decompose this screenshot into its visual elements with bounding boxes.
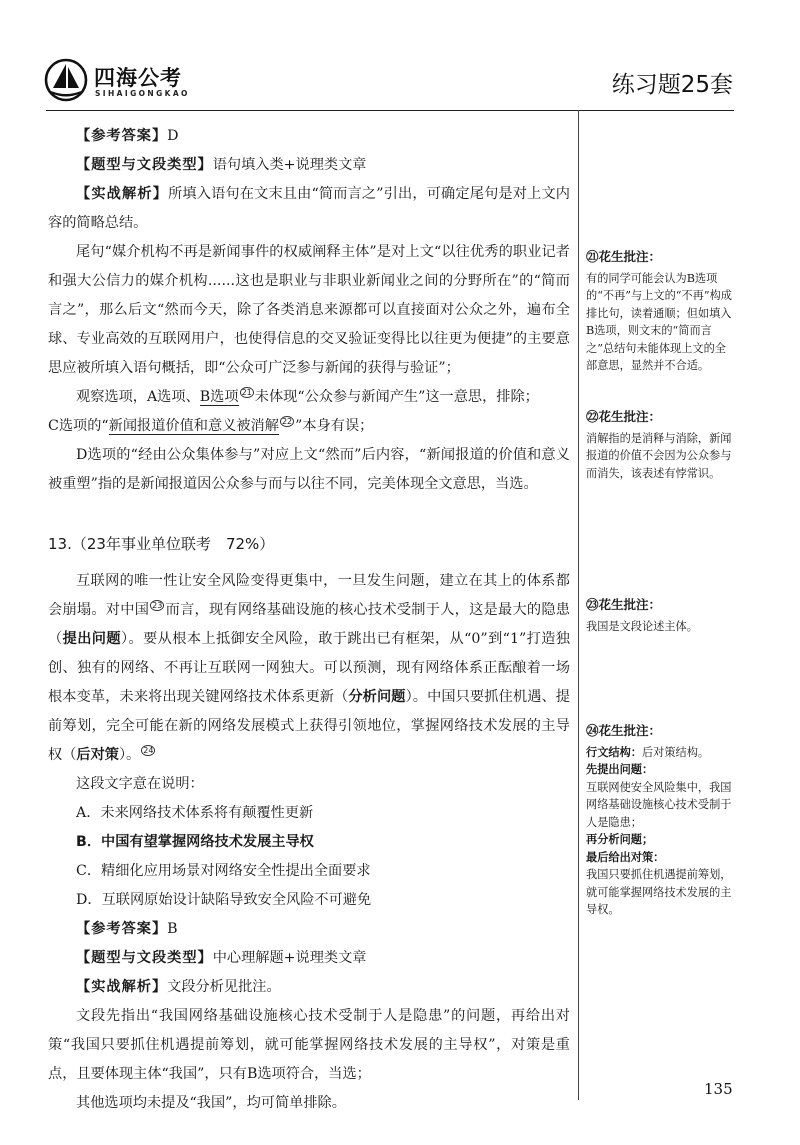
note-22 (586, 408, 736, 482)
type-line: 【题型与文段类型】语句填入类+说理类文章 (76, 157, 367, 173)
option-d-comment: D选项的“经由公众集体参与”对应上文“然而”后内容，“新闻报道的价值和意义被重塑”指的是新闻报道因公众参与而与以往不同，完美体现全文意思，当选。 (48, 447, 570, 492)
note-text: 行文结构：后对策结构。 (586, 745, 710, 759)
note-text: 最后给出对策： (586, 850, 665, 864)
option-c: C．精细化应用场景对网络安全性提出全面要求 (76, 863, 371, 879)
previous-answer-section (48, 122, 570, 499)
margin-divider (578, 110, 579, 1100)
note-24 (586, 722, 736, 919)
analysis-paragraph: 文段先指出“我国网络基础设施核心技术受制于人是隐患”的问题，再给出对策“我国只要抓住机遇提前筹划，就可能掌握网络技术发展的主导权”，对策是重点，且要体现主体“我国”，只有B选项符合，当选； (48, 1008, 570, 1082)
brand-subtitle: SIHAIGONGKAO (95, 89, 190, 98)
analysis-conclusion: 其他选项均未提及“我国”，均可简单排除。 (76, 1095, 346, 1111)
note-text: 再分析问题； (586, 833, 654, 846)
note-text: 消解指的是消释与消除，新闻报道的价值不会因为公众参与而消失，该表述有悖常识。 (586, 431, 732, 480)
note-title: ㉓花生批注： (586, 597, 662, 612)
note-text: 互联网使安全风险集中，我国网络基础设施核心技术受制于人是隐患； (586, 780, 732, 829)
note-title: ㉔花生批注： (586, 723, 662, 738)
answer-line: 【参考答案】D (76, 128, 179, 144)
answer-line: 【参考答案】B (76, 921, 178, 937)
question-prompt: 这段文字意在说明： (76, 776, 204, 792)
analysis-line: 【实战解析】文段分析见批注。 (76, 979, 281, 995)
option-d: D．互联网原始设计缺陷导致安全风险不可避免 (76, 892, 372, 908)
option-observation: 观察选项，A选项、B选项 $^{21}$ 未体现“公众参与新闻产生”这一意思，排除； (76, 388, 539, 405)
brand-name: 四海公考 (94, 66, 182, 90)
brand-logo (44, 58, 249, 102)
note-text: 先提出问题： (586, 763, 654, 776)
question-heading: 13.（23年事业单位联考 72%） (48, 535, 275, 553)
note-23 (586, 596, 736, 635)
question-passage: 互联网的唯一性让安全风险变得更集中，一旦发生问题，建立在其上的体系都会崩塌。对中国 $^{23}$ 而言，现有网络基础设施的核心技术受制于人，这是最大的隐患（提出问题）。要从根本上抵御安全风险，敢于跳出已有框架，从“0”到“1”打造独创、独有的网络、不再让互联网一网独大。可以预测，现有网络体系正酝酿着一场根本变革，未来将出现关键网络技术体系更新（分析问题）。中国只要抓住机遇、提前筹划，完全可能在新的网络发展模式上获得引领地位，掌握网络技术发展的主导权（后对策）。 $^{24}$ (48, 573, 570, 763)
type-line: 【题型与文段类型】中心理解题+说理类文章 (76, 950, 367, 966)
option-c-comment: C选项的“新闻报道价值和意义被消解 $^{22}$ ”本身有误； (48, 417, 374, 434)
note-text: 我国是文段论述主体。 (586, 619, 698, 633)
note-title: ㉑花生批注： (586, 249, 662, 264)
option-b: B．中国有望掌握网络技术发展主导权 (76, 834, 314, 850)
note-title: ㉒花生批注： (586, 409, 662, 424)
note-21 (586, 248, 736, 375)
header-divider (46, 110, 734, 111)
question-13 (48, 530, 570, 1118)
analysis-paragraph: 尾句“媒介机构不再是新闻事件的权威阐释主体”是对上文“以往优秀的职业记者和强大公信力的媒介机构......这也是职业与非职业新闻业之间的分野所在”的“简而言之”，那么后文“然而今天，除了各类消息来源都可以直接面对公众之外，遍布全球、专业高效的互联网用户，也使得信息的交叉验证变得比以往更为便捷”的主要意思应被所填入语句概括，即“公众可广泛参与新闻的获得与验证”； (48, 244, 570, 376)
page-number: 135 (704, 1080, 733, 1098)
set-title: 练习题25套 (611, 72, 733, 98)
note-text: 有的同学可能会认为B选项的“不再”与上文的“不再”构成排比句，读着通顺；但如填入B选项，则文末的“简而言之”总结句未能体现上文的全部意思，显然并不合适。 (586, 271, 732, 372)
note-text: 我国只要抓住机遇提前筹划，就可能掌握网络技术发展的主导权。 (586, 868, 732, 916)
sail-logo-icon (44, 58, 88, 102)
option-a: A．未来网络技术体系将有颠覆性更新 (76, 805, 314, 821)
page-header (0, 0, 800, 110)
analysis-line: 【实战解析】所填入语句在文末且由“简而言之”引出，可确定尾句是对上文内容的简略总结。 (48, 186, 570, 231)
